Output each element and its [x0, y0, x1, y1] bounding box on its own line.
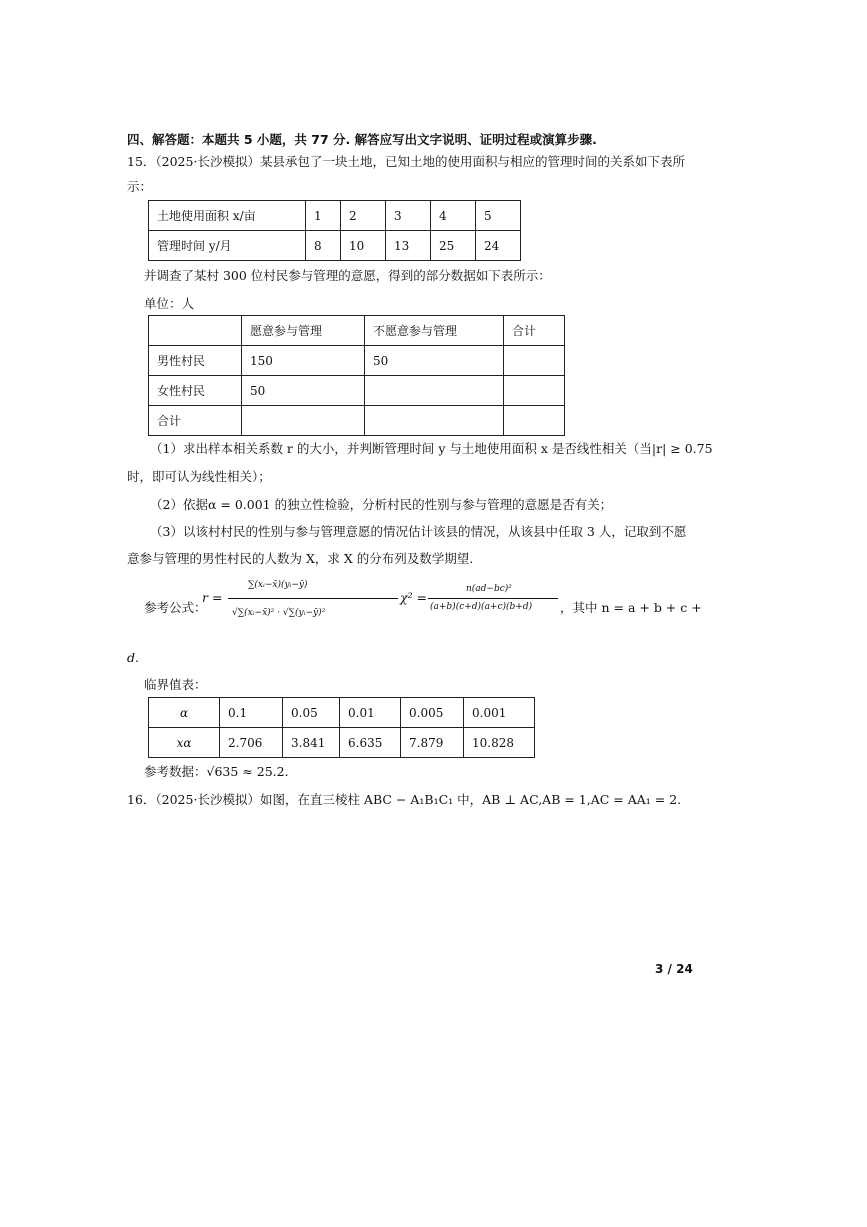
- table-cell: 3: [386, 201, 431, 231]
- table-cell: 4: [431, 201, 476, 231]
- formula-chi-lhs: χ² =: [400, 590, 428, 605]
- table-row: [149, 231, 521, 261]
- table-cell: 土地使用面积 x/亩: [149, 201, 306, 231]
- formula-label: 参考公式：: [144, 600, 207, 615]
- part3-line-a: （3）以该村村民的性别与参与管理意愿的情况估计该县的情况，从该县中任取 3 人，记取到不愿: [150, 524, 687, 539]
- table-cell: 0.05: [283, 698, 340, 728]
- table-cell: 6.635: [340, 728, 401, 758]
- table-cell: [365, 406, 504, 436]
- fraction-bar: [228, 598, 398, 599]
- formula-r-numerator: ∑(xᵢ−x̄)(yᵢ−ȳ): [248, 580, 308, 590]
- table-row: [149, 316, 565, 346]
- critical-label: 临界值表：: [144, 677, 207, 692]
- table-row: [149, 728, 535, 758]
- table-cell: 10.828: [464, 728, 535, 758]
- table-cell: [365, 376, 504, 406]
- table-cell: 8: [306, 231, 341, 261]
- table-cell: 3.841: [283, 728, 340, 758]
- formula-chi-denominator: (a+b)(c+d)(a+c)(b+d): [430, 602, 533, 612]
- table-cell: 13: [386, 231, 431, 261]
- table-cell: 5: [476, 201, 521, 231]
- area-time-table: [148, 200, 521, 261]
- critical-value-table: [148, 697, 535, 758]
- page-number: 3 / 24: [655, 962, 693, 976]
- section-title: 四、解答题：本题共 5 小题，共 77 分. 解答应写出文字说明、证明过程或演算步骤.: [127, 132, 597, 147]
- table-cell: 0.01: [340, 698, 401, 728]
- table-cell: [504, 376, 565, 406]
- part1-line-b: 时，即可认为线性相关）；: [127, 469, 271, 484]
- survey-text: 并调查了某村 300 位村民参与管理的意愿，得到的部分数据如下表所示：: [144, 268, 551, 283]
- part1-line-a: （1）求出样本相关系数 r 的大小，并判断管理时间 y 与土地使用面积 x 是否线性相关（当|r| ≥ 0.75: [150, 441, 713, 456]
- table-row: [149, 376, 565, 406]
- table-cell: 愿意参与管理: [242, 316, 365, 346]
- table-cell: [242, 406, 365, 436]
- part2-line: （2）依据α = 0.001 的独立性检验，分析村民的性别与参与管理的意愿是否有关；: [150, 497, 613, 512]
- table-cell: 男性村民: [149, 346, 242, 376]
- formula-chi-numerator: n(ad−bc)²: [466, 584, 512, 594]
- table-cell: 合计: [149, 406, 242, 436]
- table-row: [149, 406, 565, 436]
- formula-d: d.: [127, 650, 139, 665]
- table-cell: 150: [242, 346, 365, 376]
- q15-line1: 15．（2025·长沙模拟）某县承包了一块土地，已知土地的使用面积与相应的管理时间的关系如下表所: [127, 154, 685, 169]
- table-cell: 合计: [504, 316, 565, 346]
- table-cell: 10: [341, 231, 386, 261]
- formula-tail: ，其中 n = a + b + c +: [560, 600, 702, 615]
- table-cell: xα: [149, 728, 220, 758]
- table-row: [149, 698, 535, 728]
- table-cell: 0.001: [464, 698, 535, 728]
- table-cell: 不愿意参与管理: [365, 316, 504, 346]
- reference-data: 参考数据：√635 ≈ 25.2.: [144, 764, 289, 779]
- table-cell: 管理时间 y/月: [149, 231, 306, 261]
- table-cell: 50: [242, 376, 365, 406]
- unit-label: 单位：人: [144, 296, 195, 311]
- table-cell: 0.005: [401, 698, 464, 728]
- table-cell: α: [149, 698, 220, 728]
- formula-r-lhs: r =: [202, 590, 223, 605]
- table-cell: 7.879: [401, 728, 464, 758]
- table-cell: 0.1: [220, 698, 283, 728]
- table-cell: 2: [341, 201, 386, 231]
- table-cell: 1: [306, 201, 341, 231]
- table-cell: [149, 316, 242, 346]
- table-cell: 25: [431, 231, 476, 261]
- q16-line: 16．（2025·长沙模拟）如图，在直三棱柱 ABC − A₁B₁C₁ 中，AB ⊥ AC,AB = 1,AC = AA₁ = 2.: [127, 792, 682, 807]
- table-row: [149, 346, 565, 376]
- gender-willingness-table: [148, 315, 565, 436]
- formula-r-denominator: √∑(xᵢ−x̄)² · √∑(yᵢ−ȳ)²: [232, 608, 326, 618]
- table-cell: [504, 406, 565, 436]
- table-cell: 50: [365, 346, 504, 376]
- table-row: [149, 201, 521, 231]
- table-cell: 24: [476, 231, 521, 261]
- part3-line-b: 意参与管理的男性村民的人数为 X，求 X 的分布列及数学期望.: [127, 551, 474, 566]
- q15-line2: 示：: [127, 179, 153, 194]
- table-cell: 女性村民: [149, 376, 242, 406]
- table-cell: [504, 346, 565, 376]
- fraction-bar: [428, 598, 558, 599]
- table-cell: 2.706: [220, 728, 283, 758]
